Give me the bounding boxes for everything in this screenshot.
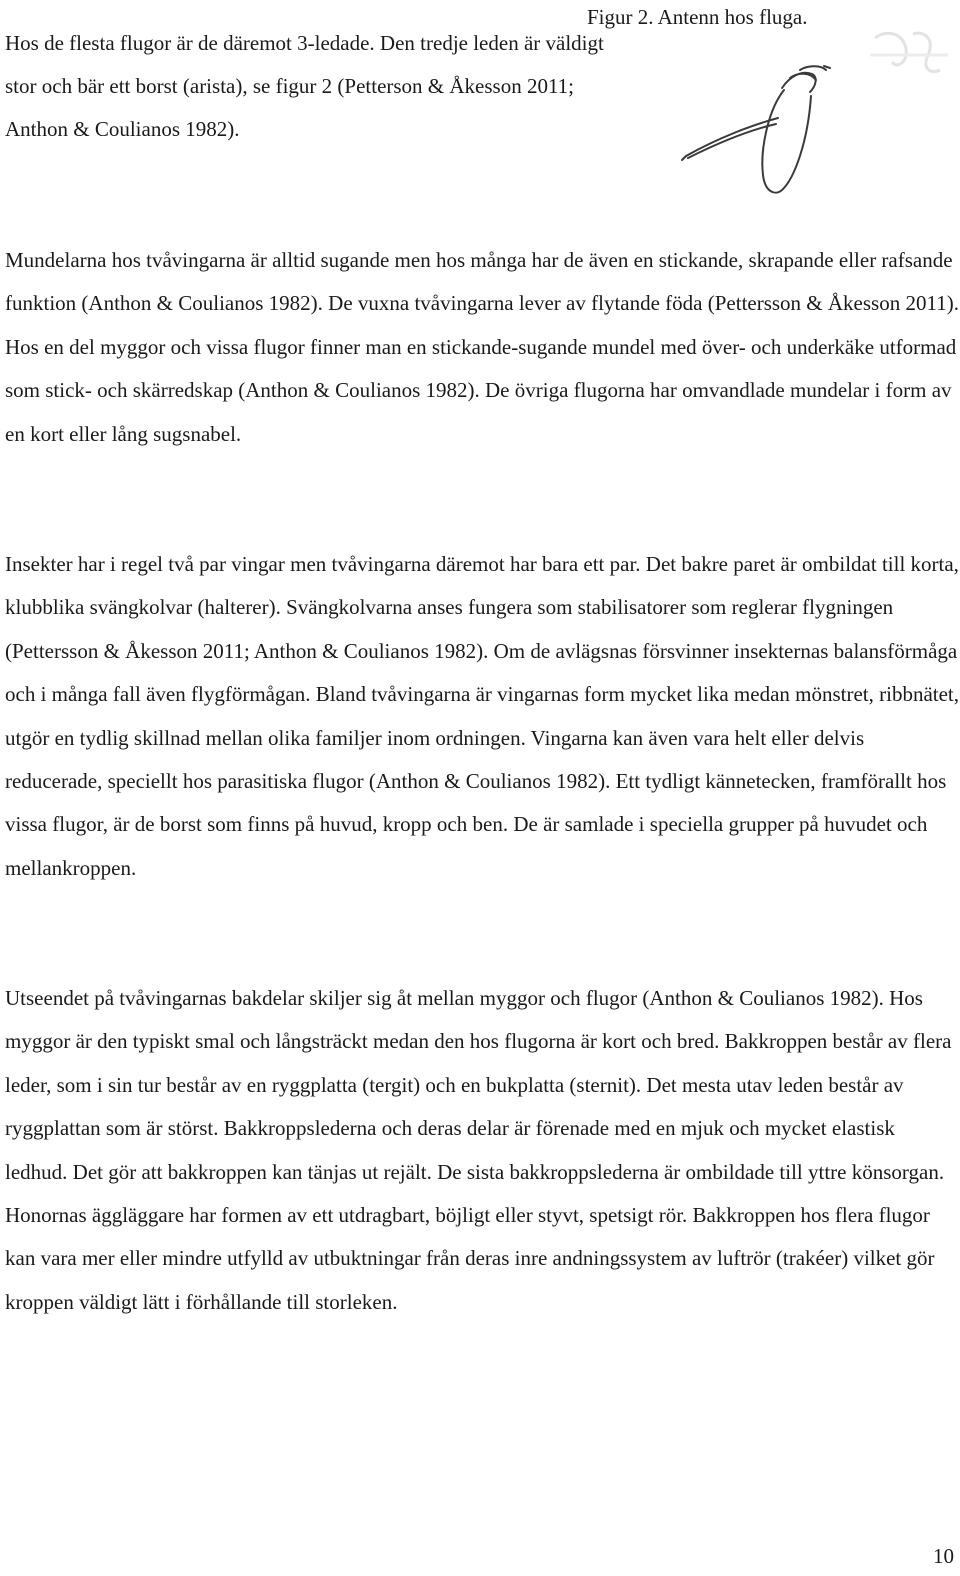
- paragraph-wings: Insekter har i regel två par vingar men tvåvingarna däremot har bara ett par. Det bakre paret är ombildat till korta, klubblika svängkolvar (halterer). Svängkolvarna anses fungera som stabilisatorer som reglerar flygningen (Pettersson & Åkesson 2011; Anthon & Coulianos 1982). Om de avlägsnas försvinner insekternas balansförmåga och i många fall även flygförmågan. Bland tvåvingarna är vingarnas form mycket lika medan mönstret, ribbnätet, utgör en tydlig skillnad mellan olika familjer inom ordningen. Vingarna kan även vara helt eller delvis reducerade, speciellt hos parasitiska flugor (Anthon & Coulianos 1982). Ett tydligt kännetecken, framförallt hos vissa flugor, är de borst som finns på huvud, kropp och ben. De är samlade i speciella grupper på huvudet och mellankroppen.: [5, 552, 960, 880]
- antenna-drawing: [630, 0, 960, 220]
- antenna-outline: [682, 66, 830, 193]
- intro-paragraph: Hos de flesta flugor är de däremot 3-ledade. Den tredje leden är väldigt stor och bär ett borst (arista), se figur 2 (Petterson & Åkesson 2011; Anthon & Coulianos 1982).: [5, 31, 604, 141]
- scan-smudge: [870, 33, 948, 72]
- figure-caption: Figur 2. Antenn hos fluga.: [587, 5, 808, 29]
- paragraph-mouthparts: Mundelarna hos tvåvingarna är alltid sugande men hos många har de även en stickande, skrapande eller rafsande funktion (Anthon & Coulianos 1982). De vuxna tvåvingarna lever av flytande föda (Pettersson & Åkesson 2011). Hos en del myggor och vissa flugor finner man en stickande-sugande mundel med över- och underkäke utformad som stick- och skärredskap (Anthon & Coulianos 1982). De övriga flugorna har omvandlade mundelar i form av en kort eller lång sugsnabel.: [5, 248, 959, 446]
- paragraph-abdomen: Utseendet på tvåvingarnas bakdelar skiljer sig åt mellan myggor och flugor (Anthon & Coulianos 1982). Hos myggor är den typiskt smal och långsträckt medan den hos flugorna är kort och bred. Bakkroppen består av flera leder, som i sin tur består av en ryggplatta (tergit) och en bukplatta (sternit). Det mesta utav leden består av ryggplattan som är störst. Bakkroppslederna och deras delar är förenade med en mjuk och mycket elastisk ledhud. Det gör att bakkroppen kan tänjas ut rejält. De sista bakkroppslederna är ombildade till yttre könsorgan. Honornas äggläggare har formen av ett utdragbart, böjligt eller styvt, spetsigt rör. Bakkroppen hos flera flugor kan vara mer eller mindre utfylld av utbuktningar från deras inre andningssystem av luftrör (trakéer) vilket gör kroppen väldigt lätt i förhållande till storleken.: [5, 986, 952, 1314]
- page-number: 10: [933, 1544, 954, 1568]
